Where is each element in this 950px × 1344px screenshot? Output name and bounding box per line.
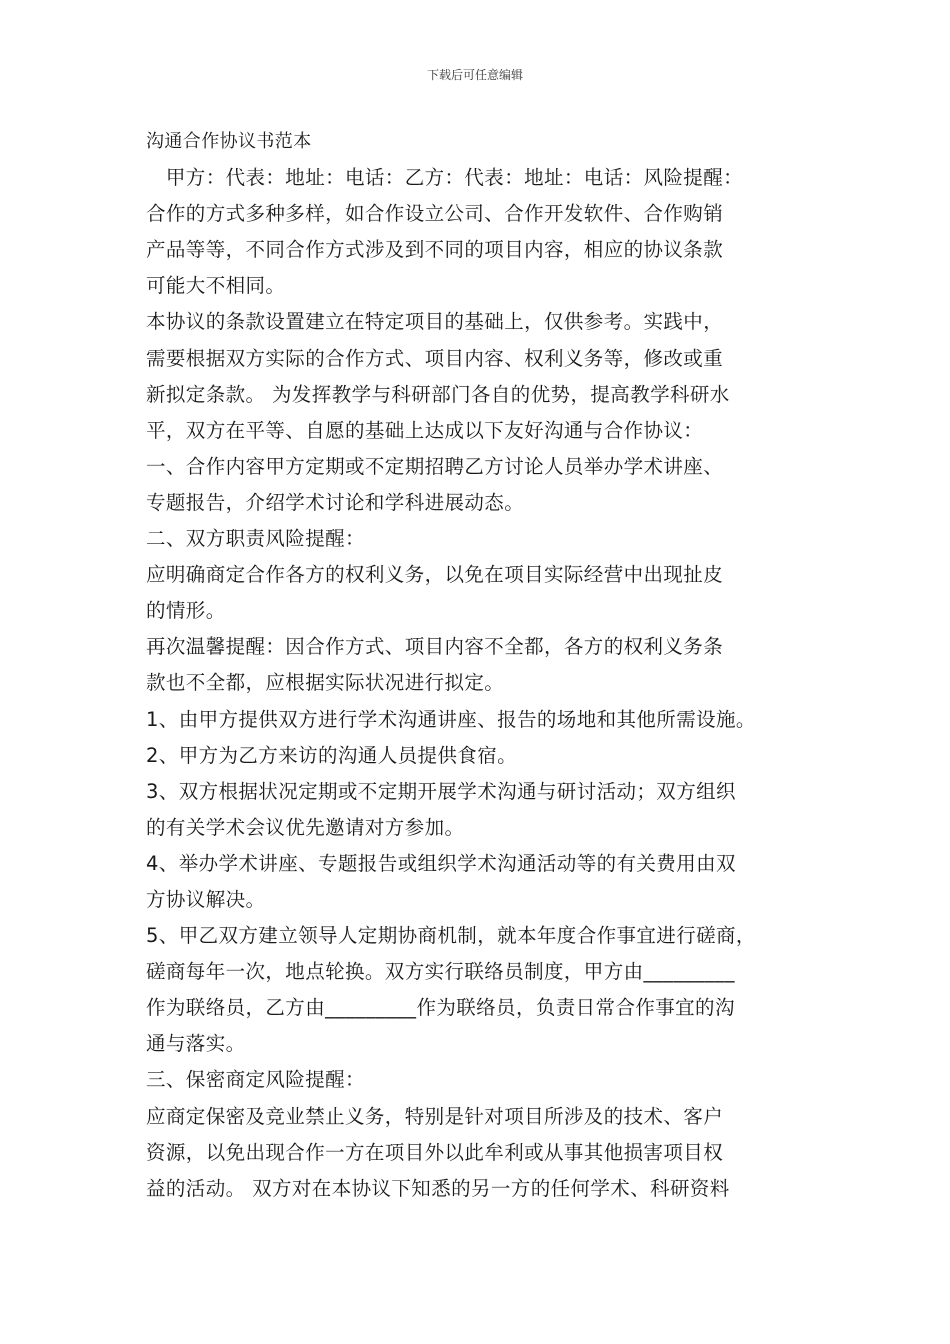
text-line: 可能大不相同。 <box>146 274 286 298</box>
text-line: 作为联络员，乙方由_________作为联络员，负责日常合作事宜的沟 <box>146 996 735 1020</box>
text-line: 的情形。 <box>146 599 226 623</box>
text-line: 专题报告，介绍学术讨论和学科进展动态。 <box>146 490 525 514</box>
text-line: 3、双方根据状况定期或不定期开展学术沟通与研讨活动；双方组织 <box>146 779 736 803</box>
text-line: 平，双方在平等、自愿的基础上达成以下友好沟通与合作协议： <box>146 418 704 442</box>
document-body <box>146 124 814 1207</box>
text-line: 一、合作内容甲方定期或不定期招聘乙方讨论人员举办学术讲座、 <box>146 454 724 478</box>
text-line: 4、举办学术讲座、专题报告或组织学术沟通活动等的有关费用由双 <box>146 851 736 875</box>
text-line: 资源，以免出现合作一方在项目外以此牟利或从事其他损害项目权 <box>146 1140 724 1164</box>
text-line: 需要根据双方实际的合作方式、项目内容、权利义务等，修改或重 <box>146 346 724 370</box>
text-line: 甲方：代表：地址：电话：乙方：代表：地址：电话：风险提醒： <box>146 166 744 190</box>
text-line: 的有关学术会议优先邀请对方参加。 <box>146 815 465 839</box>
text-line: 应商定保密及竞业禁止义务，特别是针对项目所涉及的技术、客户 <box>146 1104 724 1128</box>
text-line: 磋商每年一次，地点轮换。双方实行联络员制度，甲方由_________ <box>146 960 735 984</box>
text-line: 方协议解决。 <box>146 887 266 911</box>
text-line: 2、甲方为乙方来访的沟通人员提供食宿。 <box>146 743 518 767</box>
text-line: 合作的方式多种多样，如合作设立公司、合作开发软件、合作购销 <box>146 202 724 226</box>
paragraph-lines <box>146 160 814 1207</box>
text-line: 款也不全都，应根据实际状况进行拟定。 <box>146 671 505 695</box>
text-line: 应明确商定合作各方的权利义务，以免在项目实际经营中出现扯皮 <box>146 563 724 587</box>
text-line: 新拟定条款。 为发挥教学与科研部门各自的优势，提高教学科研水 <box>146 382 730 406</box>
text-line: 二、双方职责风险提醒： <box>146 527 365 551</box>
text-line: 三、保密商定风险提醒： <box>146 1068 365 1092</box>
text-line: 1、由甲方提供双方进行学术沟通讲座、报告的场地和其他所需设施。 <box>146 707 756 731</box>
text-line: 5、甲乙双方建立领导人定期协商机制，就本年度合作事宜进行磋商， <box>146 924 756 948</box>
text-line: 再次温馨提醒：因合作方式、项目内容不全都，各方的权利义务条 <box>146 635 724 659</box>
document-title: 沟通合作协议书范本 <box>146 131 312 152</box>
text-line: 产品等等，不同合作方式涉及到不同的项目内容，相应的协议条款 <box>146 238 724 262</box>
text-line: 通与落实。 <box>146 1032 246 1056</box>
page-header: 下载后可任意编辑 <box>426 68 523 82</box>
text-line: 本协议的条款设置建立在特定项目的基础上，仅供参考。实践中， <box>146 310 724 334</box>
text-line: 益的活动。 双方对在本协议下知悉的另一方的任何学术、科研资料 <box>146 1176 730 1200</box>
